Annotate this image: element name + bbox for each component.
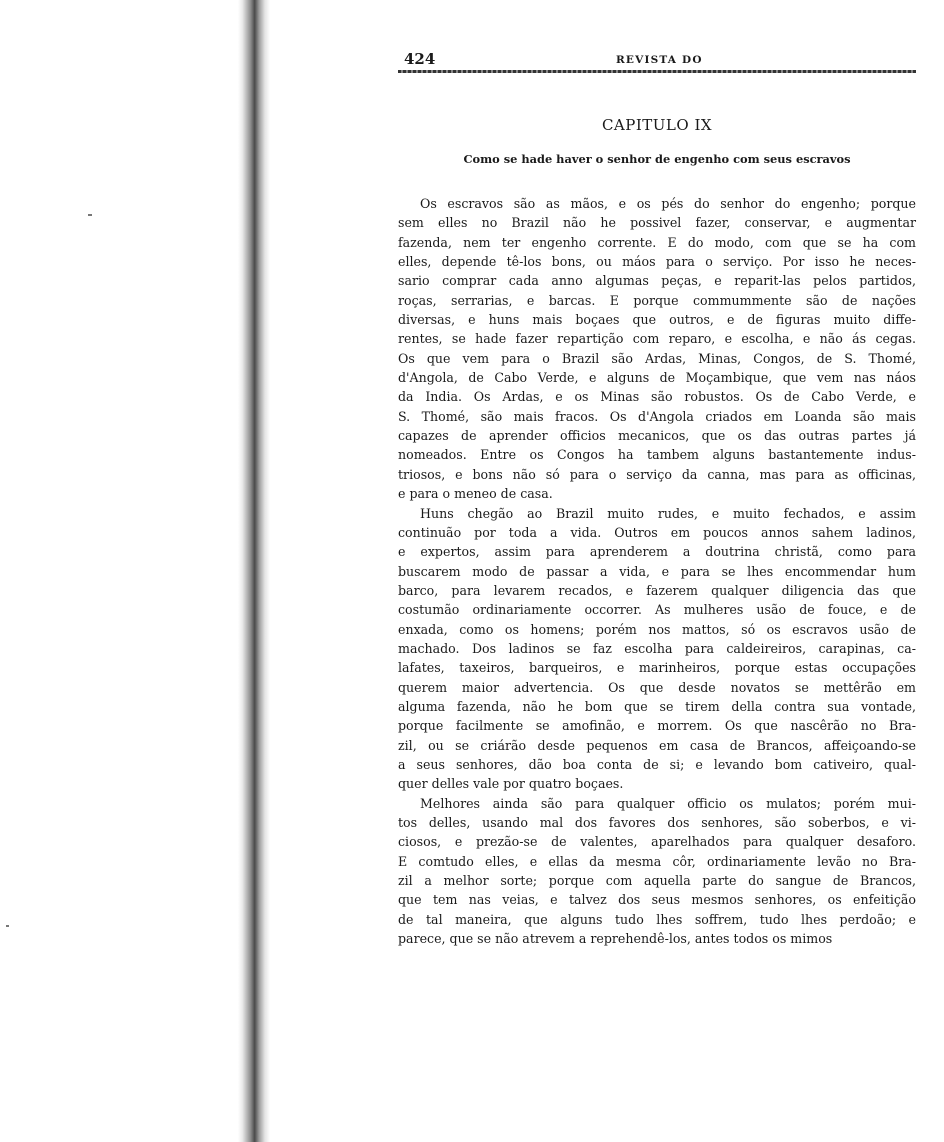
- text-line: a seus senhores, dão boa conta de si; e levando bom cativeiro, qual-: [398, 756, 916, 772]
- text-line: e expertos, assim para aprenderem a doutrina christã, como para: [398, 544, 916, 560]
- text-line: capazes de aprender officios mecanicos, que os das outras partes já: [398, 428, 916, 444]
- text-line: enxada, como os homens; porém nos mattos, só os escravos usão de: [398, 621, 916, 637]
- chapter-body: [398, 194, 916, 948]
- text-line: alguma fazenda, não he bom que se tirem della contra sua vontade,: [398, 698, 916, 714]
- page-number: 424: [404, 50, 436, 68]
- text-line: querem maior advertencia. Os que desde novatos se mettêrão em: [398, 679, 916, 695]
- text-line: d'Angola, de Cabo Verde, e alguns de Moçambique, que vem nas náos: [398, 370, 916, 386]
- text-line: Os que vem para o Brazil são Ardas, Minas, Congos, de S. Thomé,: [398, 350, 916, 366]
- text-line: triosos, e bons não só para o serviço da canna, mas para as officinas,: [398, 466, 916, 482]
- text-line: que tem nas veias, e talvez dos seus mesmos senhores, os enfeitição: [398, 892, 916, 908]
- chapter-heading: CAPITULO IX: [601, 116, 713, 134]
- text-line: machado. Dos ladinos se faz escolha para caldeireiros, carapinas, ca-: [398, 640, 916, 656]
- chapter-subtitle: Como se hade haver o senhor de engenho com seus escravos: [463, 152, 851, 166]
- text-line: diversas, e huns mais boçaes que outros, e de figuras muito diffe-: [398, 312, 916, 328]
- text-line: ciosos, e prezão-se de valentes, aparelhados para qualquer desaforo.: [398, 834, 916, 850]
- text-line: parece, que se não atrevem a reprehendê-los, antes todos os mimos: [398, 931, 833, 947]
- text-line: de tal maneira, que alguns tudo lhes soffrem, tudo lhes perdoão; e: [398, 911, 916, 927]
- scan-speck: [88, 214, 92, 216]
- text-line: roças, serrarias, e barcas. E porque commummente são de nações: [398, 292, 916, 308]
- text-line: e para o meneo de casa.: [398, 486, 553, 502]
- text-line: nomeados. Entre os Congos ha tambem alguns bastantemente indus-: [398, 447, 916, 463]
- text-line: barco, para levarem recados, e fazerem qualquer diligencia das que: [398, 582, 916, 598]
- text-line: Os escravos são as mãos, e os pés do senhor do engenho; porque: [420, 196, 916, 211]
- header-rule: [398, 70, 916, 73]
- text-line: buscarem modo de passar a vida, e para se lhes encommendar hum: [398, 563, 916, 579]
- text-line: zil, ou se criárão desde pequenos em casa de Brancos, affeiçoando-se: [398, 737, 916, 753]
- paragraph: [398, 504, 916, 794]
- text-line: elles, depende tê-los bons, ou máos para o serviço. Por isso he neces-: [398, 254, 916, 270]
- text-line: E comtudo elles, e ellas da mesma côr, ordinariamente levão no Bra-: [398, 853, 916, 869]
- text-line: S. Thomé, são mais fracos. Os d'Angola criados em Loanda são mais: [398, 408, 916, 424]
- text-line: continuão por toda a vida. Outros em poucos annos sahem ladinos,: [398, 524, 916, 540]
- text-line: sem elles no Brazil não he possivel fazer, conservar, e augmentar: [398, 215, 916, 231]
- text-line: da India. Os Ardas, e os Minas são robustos. Os de Cabo Verde, e: [398, 389, 916, 405]
- text-line: Melhores ainda são para qualquer officio os mulatos; porém mui-: [420, 795, 916, 811]
- text-line: zil a melhor sorte; porque com aquella parte do sangue de Brancos,: [398, 873, 916, 889]
- running-head: [398, 44, 916, 72]
- paragraph: [398, 194, 916, 504]
- text-line: fazenda, nem ter engenho corrente. E do modo, com que se ha com: [398, 234, 916, 250]
- text-line: Huns chegão ao Brazil muito rudes, e muito fechados, e assim: [420, 505, 916, 521]
- text-line: rentes, se hade fazer repartição com reparo, e escolha, e não ás cegas.: [398, 331, 916, 347]
- scan-speck: [6, 925, 9, 927]
- text-line: porque facilmente se amofinão, e morrem. Os que nascêrão no Bra-: [398, 718, 916, 734]
- text-line: costumão ordinariamente occorrer. As mulheres usão de fouce, e de: [398, 602, 916, 618]
- book-binding-shadow: [238, 0, 270, 1142]
- text-line: sario comprar cada anno algumas peças, e reparit-las pelos partidos,: [398, 273, 916, 289]
- book-page: [398, 44, 916, 948]
- text-line: quer delles vale por quatro boçaes.: [398, 776, 624, 792]
- text-line: lafates, taxeiros, barqueiros, e marinheiros, porque estas occupações: [398, 660, 916, 676]
- text-line: tos delles, usando mal dos favores dos senhores, são soberbos, e vi-: [398, 815, 916, 830]
- running-title: REVISTA DO: [616, 54, 703, 66]
- paragraph: [398, 794, 916, 949]
